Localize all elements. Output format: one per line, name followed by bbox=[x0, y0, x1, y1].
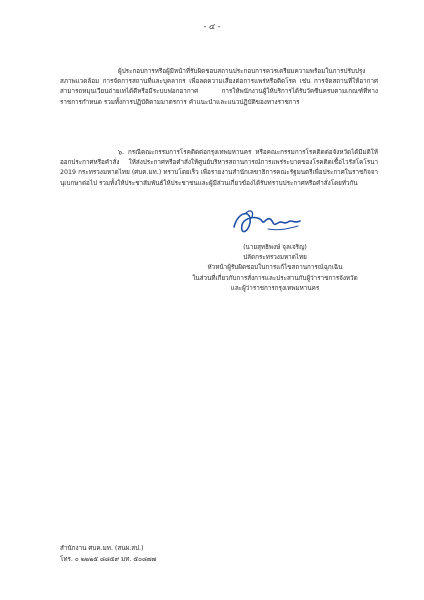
footer-office: สำนักงาน ศบค.มท. (สนผ.สป.) bbox=[60, 545, 144, 552]
signer-role-2: ในส่วนที่เกี่ยวกับการสั่งการและประสานกับผู้ว่าราชการจังหวัด bbox=[192, 274, 358, 282]
footer-phone: โทร. ๐ ๒๒๒๕ ๘๘๕๙ มท. ๕๐๘๗๗ bbox=[60, 556, 157, 563]
handwritten-signature bbox=[228, 205, 308, 239]
footer-contact bbox=[60, 543, 156, 565]
signer-title: ปลัดกระทรวงมหาดไทย bbox=[243, 254, 307, 262]
paragraph-2 bbox=[60, 148, 378, 189]
signature-block bbox=[120, 243, 424, 294]
page-number: - ๔ - bbox=[203, 22, 221, 31]
signer-name: (นายสุทธิพงษ์ จุลเจริญ) bbox=[243, 244, 307, 251]
signer-role-3: และผู้ว่าราชการกรุงเทพมหานคร bbox=[230, 284, 320, 292]
paragraph-1-text: ผู้ประกอบการหรือผู้มีหน้าที่รับผิดชอบสถานประกอบการควรเตรียมความพร้อมในการปรับปรุงสภาพแวดล้อม การจัดการสถานที่และบุคลากร เพื่อลดความเสี่ยงต่อการแพร่หรือติดโรค เช่น การจัดสถานที่ให้อากาศสามารถหมุนเวียนถ่ายเทได้ดีหรือมีระบบฟอกอากาศ การให้พนักงานผู้ให้บริการได้รับวัคซีนครบตามเกณฑ์ที่ทางราชการกำหนด รวมทั้งการปฏิบัติตามมาตรการ คำแนะนำและแนวปฏิบัติของทางราชการ bbox=[60, 68, 378, 106]
signer-role-1: หัวหน้าผู้รับผิดชอบในการแก้ไขสถานการณ์ฉุกเฉิน bbox=[207, 264, 343, 272]
paragraph-2-text: ๖. กรณีคณะกรรมการโรคติดต่อกรุงเทพมหานคร หรือคณะกรรมการโรคติดต่อจังหวัดได้มีมติให้ออกประกาศหรือคำสั่ง ให้ส่งประกาศหรือคำสั่งให้ศูนย์บริหารสถานการณ์การแพร่ระบาดของโรคติดเชื้อไวรัสโคโรนา 2019 กระทรวงมหาดไทย (ศบค.มท.) ทราบโดยเร็ว เพื่อรายงานสำนักเลขาธิการคณะรัฐมนตรีเพื่อประกาศในราชกิจจานุเบกษาต่อไป รวมทั้งให้ประชาสัมพันธ์ให้ประชาชนและผู้มีส่วนเกี่ยวข้องได้รับทราบประกาศหรือคำสั่งโดยทั่วกัน bbox=[60, 149, 378, 187]
paragraph-1 bbox=[60, 67, 378, 108]
